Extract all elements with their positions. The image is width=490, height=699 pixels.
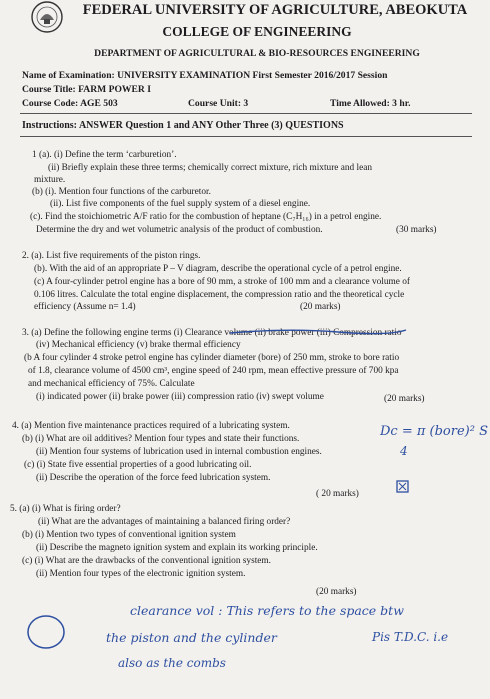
handwritten-note-line1: clearance vol : This refers to the space btw <box>130 603 404 618</box>
q1-c-cont: Determine the dry and wet volumetric analysis of the product of combustion. <box>36 225 323 235</box>
handwritten-formula-denominator: 4 <box>400 444 408 458</box>
handwritten-box-mark <box>396 480 410 494</box>
q3-marks: (20 marks) <box>384 394 425 404</box>
university-name: FEDERAL UNIVERSITY OF AGRICULTURE, ABEOKUTA <box>82 2 468 18</box>
q1-a-ii-cont: mixture. <box>34 175 66 185</box>
time-allowed: Time Allowed: 3 hr. <box>330 98 411 109</box>
q2-marks: (20 marks) <box>300 302 341 312</box>
handwritten-note-line3: also as the combs <box>118 656 226 670</box>
q3-b-cont3: (i) indicated power (ii) brake power (iii) compression ratio (iv) swept volume <box>36 392 324 402</box>
q4-marks: ( 20 marks) <box>316 489 359 499</box>
q1-marks: (30 marks) <box>396 225 437 235</box>
course-code: Course Code: AGE 503 <box>22 98 118 109</box>
q2-a: 2. (a). List five requirements of the piston rings. <box>22 251 201 261</box>
q2-c-cont: 0.106 litres. Calculate the total engine displacement, the compression ratio and the theoretical cycle <box>34 290 405 300</box>
college-name: COLLEGE OF ENGINEERING <box>162 24 352 39</box>
q5-b-ii: (ii) Describe the magneto ignition system and explain its working principle. <box>36 543 318 553</box>
handwritten-note-line2b: Pis T.D.C. i.e <box>372 630 449 644</box>
q5-b-i: (b) (i) Mention two types of conventional ignition system <box>22 530 236 540</box>
instructions: Instructions: ANSWER Question 1 and ANY Other Three (3) QUESTIONS <box>22 120 344 131</box>
q2-c-cont2: efficiency (Assume n= 1.4) <box>34 302 136 312</box>
q5-marks: (20 marks) <box>316 587 357 597</box>
q3-b-cont: of 1.8, clearance volume of 4500 cm³, engine speed of 240 rpm, mean effective pressure of 700 kpa <box>28 366 399 376</box>
q5-c-ii: (ii) Mention four types of the electronic ignition system. <box>36 569 246 579</box>
q3-a-cont: (iv) Mechanical efficiency (v) brake thermal efficiency <box>36 340 241 350</box>
q1-c: (c). Find the stoichiometric A/F ratio for the combustion of heptane (C₇H₁₆) in a petrol engine. <box>30 212 382 222</box>
q4-b-i: (b) (i) What are oil additives? Mention four types and state their functions. <box>22 434 300 444</box>
q3-a: 3. (a) Define the following engine terms (i) Clearance volume (ii) brake power (iii) Compression ratio <box>22 328 402 338</box>
divider <box>20 136 472 137</box>
course-title: Course Title: FARM POWER I <box>22 84 151 95</box>
q5-c-i: (c) (i) What are the drawbacks of the conventional ignition system. <box>22 556 271 566</box>
q4-c-ii: (ii) Describe the operation of the force feed lubrication system. <box>36 473 271 483</box>
exam-name: Name of Examination: UNIVERSITY EXAMINATION First Semester 2016/2017 Session <box>22 70 388 81</box>
q1-b-ii: (ii). List five components of the fuel supply system of a diesel engine. <box>50 199 311 209</box>
q3-b-cont2: and mechanical efficiency of 75%. Calculate <box>28 379 195 389</box>
divider <box>20 113 472 114</box>
q4-c-i: (c) (i) State five essential properties of a good lubricating oil. <box>24 460 252 470</box>
q1-b-i: (b) (i). Mention four functions of the carburetor. <box>32 187 211 197</box>
q5-a-i: 5. (a) (i) What is firing order? <box>10 504 121 514</box>
q4-b-ii: (ii) Mention four systems of lubrication used in internal combustion engines. <box>36 447 322 457</box>
handwritten-circle-mark <box>24 612 68 652</box>
q4-a: 4. (a) Mention five maintenance practices required of a lubricating system. <box>12 421 290 431</box>
q1-a: 1 (a). (i) Define the term ‘carburetion’. <box>32 150 177 160</box>
q2-b: (b). With the aid of an appropriate P – V diagram, describe the operational cycle of a petrol engine. <box>34 264 402 274</box>
handwritten-note-line2: the piston and the cylinder <box>106 630 277 645</box>
course-unit: Course Unit: 3 <box>188 98 249 109</box>
q3-b: (b A four cylinder 4 stroke petrol engine has cylinder diameter (bore) of 250 mm, stroke to bore ratio <box>24 353 400 363</box>
strikethrough-marks <box>228 325 408 341</box>
handwritten-formula: Dc = π (bore)² S <box>380 424 488 439</box>
q2-c: (c) A four-cylinder petrol engine has a bore of 90 mm, a stroke of 100 mm and a clearance volume of <box>34 277 410 287</box>
department-name: DEPARTMENT OF AGRICULTURAL & BIO-RESOURCES ENGINEERING <box>94 48 420 59</box>
q5-a-ii: (ii) What are the advantages of maintaining a balanced firing order? <box>38 517 291 527</box>
q1-a-ii: (ii) Briefly explain these three terms; chemically correct mixture, rich mixture and lean <box>48 163 372 173</box>
